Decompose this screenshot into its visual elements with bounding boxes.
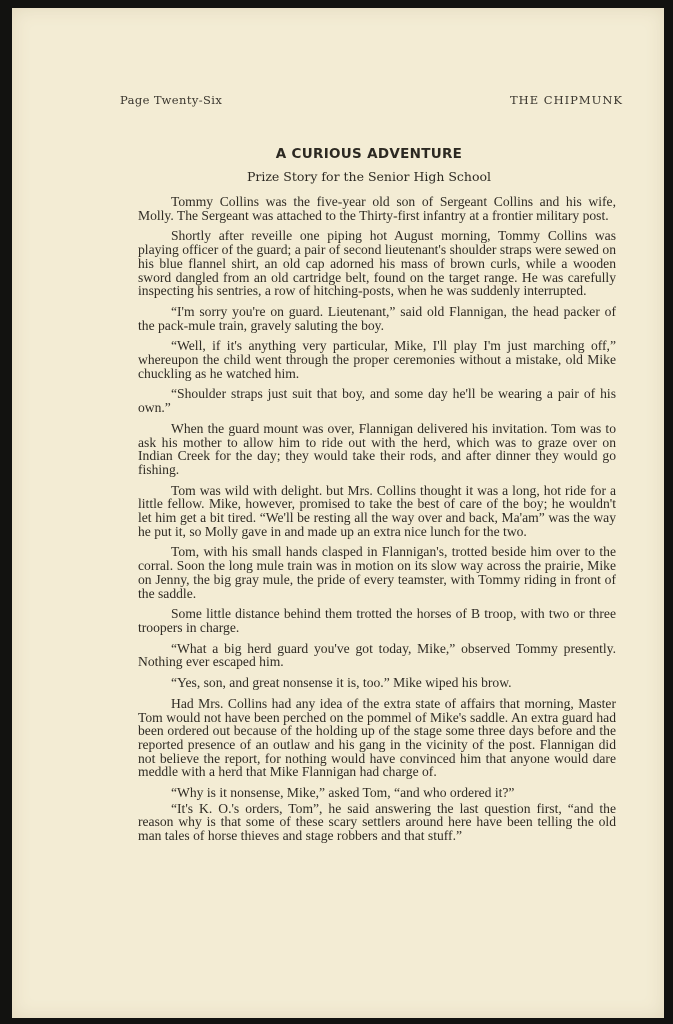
story-subtitle: Prize Story for the Senior High School [246,169,492,184]
paragraph-3: “I'm sorry you're on guard. Lieutenant,” said old Flannigan, the head packer of the pack-mule train, gravely saluting the boy. [138,303,616,333]
paragraph-6: When the guard mount was over, Flannigan delivered his invitation. Tom was to ask his mother to allow him to ride out with the herd, which was to graze over on Indian Creek for the day; they would take their rods, and after dinner they would go fishing. [138,420,616,477]
paragraph-11: “Yes, son, and great nonsense it is, too.” Mike wiped his brow. [171,675,512,691]
paragraph-12: Had Mrs. Collins had any idea of the extra state of affairs that morning, Master Tom would not have been perched on the pommel of Mike's saddle. An extra guard had been ordered out because of the holding up of the stage some three days before and the reported presence of an outlaw and his gang in the vicinity of the post. Flannigan did not believe the report, for nothing would have convinced him that anyone would dare meddle with a herd that Mike Flannigan had charge of. [138,695,616,780]
paragraph-4: “Well, if it's anything very particular, Mike, I'll play I'm just marching off,” whereupon the child went through the proper ceremonies without a mistake, old Mike chuckling as he watched him. [138,338,616,381]
paragraph-8: Tom, with his small hands clasped in Flannigan's, trotted beside him over to the corral. Soon the long mule train was in motion on its slow way across the prairie, Mike on Jenny, the big gray mule, the pride of every teamster, with Tommy riding in front of the saddle. [138,544,616,601]
story-body [138,195,616,850]
paragraph-13: “Why is it nonsense, Mike,” asked Tom, “and who ordered it?” [171,785,515,801]
story-heading [120,145,618,185]
paragraph-5: “Shoulder straps just suit that boy, and some day he'll be wearing a pair of his own.” [138,386,616,416]
publication-name: THE CHIPMUNK [510,93,623,107]
running-head [120,93,623,111]
page-number-label: Page Twenty-Six [120,93,223,107]
paragraph-14: “It's K. O.'s orders, Tom”, he said answering the last question first, “and the reason why is that some of these scary settlers around here have been telling the old man tales of horse thieves and stage robbers and that stuff.” [138,800,616,844]
paragraph-9: Some little distance behind them trotted the horses of B troop, with two or three troopers in charge. [138,606,616,635]
paragraph-2: Shortly after reveille one piping hot August morning, Tommy Collins was playing officer of the guard; a pair of second lieutenant's shoulder straps were sewed on his blue flannel shirt, an old cap adorned his mass of brown curls, while a wooden sword dangled from an old cartridge belt, found on the target range. He was carefully inspecting his sentries, a row of hitching-posts, when he was suddenly interrupted. [138,228,616,299]
paragraph-1: Tommy Collins was the five-year old son of Sergeant Collins and his wife, Molly. The Sergeant was attached to the Thirty-first infantry at a frontier military post. [138,194,616,223]
story-title: A CURIOUS ADVENTURE [275,146,463,162]
paragraph-7: Tom was wild with delight. but Mrs. Collins thought it was a long, hot ride for a little fellow. Mike, however, promised to take the best of care of the boy; he wouldn't let him get a bit tired. “We'll be resting all the way over and back, Ma'am” was the way he put it, so Molly gave in and made up an extra nice lunch for the two. [138,482,616,539]
paragraph-10: “What a big herd guard you've got today, Mike,” observed Tommy presently. Nothing ever escaped him. [138,640,616,670]
